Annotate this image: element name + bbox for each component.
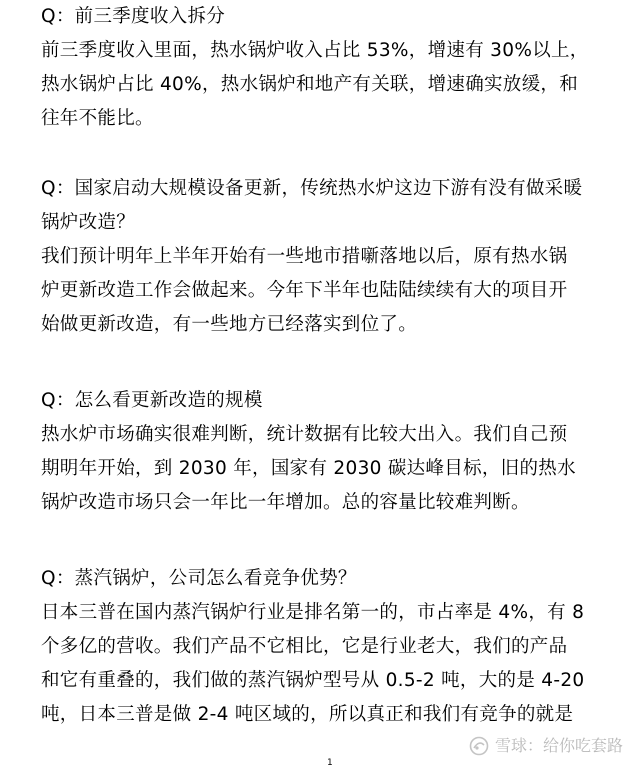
answer-4-line-1: 日本三普在国内蒸汽锅炉行业是排名第一的，市占率是 4%，有 8	[41, 602, 585, 623]
answer-4-line-4: 吨，日本三普是做 2-4 吨区域的，所以真正和我们有竞争的就是	[41, 704, 574, 725]
watermark	[469, 736, 623, 756]
question-2-line-1: Q：国家启动大规模设备更新，传统热水炉这边下游有没有做采暖	[41, 178, 583, 199]
answer-3-line-2: 期明年开始，到 2030 年，国家有 2030 碳达峰目标，旧的热水	[41, 458, 576, 479]
answer-3-line-3: 锅炉改造市场只会一年比一年增加。总的容量比较难判断。	[41, 492, 530, 513]
page-number: 1	[327, 758, 333, 768]
answer-3-line-1: 热水炉市场确实很难判断，统计数据有比较大出入。我们自己预	[41, 424, 568, 445]
question-1: Q：前三季度收入拆分	[41, 6, 226, 27]
question-2-line-2: 锅炉改造？	[41, 212, 136, 233]
answer-2-line-1: 我们预计明年上半年开始有一些地市措噺落地以后，原有热水锅	[41, 246, 568, 267]
answer-4-line-3: 和它有重叠的，我们做的蒸汽锅炉型号从 0.5-2 吨，大的是 4-20	[41, 670, 585, 691]
answer-1-line-3: 往年不能比。	[41, 108, 154, 129]
answer-2-line-3: 始做更新改造，有一些地方已经落实到位了。	[41, 314, 418, 335]
answer-1-line-2: 热水锅炉占比 40%，热水锅炉和地产有关联，增速确实放缓，和	[41, 74, 579, 95]
answer-4-line-2: 个多亿的营收。我们产品不它相比，它是行业老大，我们的产品	[41, 636, 568, 657]
answer-2-line-2: 炉更新改造工作会做起来。今年下半年也陆陆续续有大的项目开	[41, 280, 568, 301]
watermark-text: 雪球：给你吃套路	[494, 736, 623, 755]
question-3: Q：怎么看更新改造的规模	[41, 390, 263, 411]
snowball-logo-icon	[469, 736, 489, 756]
question-4: Q：蒸汽锅炉，公司怎么看竞争优势？	[41, 568, 357, 589]
answer-1-line-1: 前三季度收入里面，热水锅炉收入占比 53%，增速有 30%以上，	[41, 40, 589, 61]
